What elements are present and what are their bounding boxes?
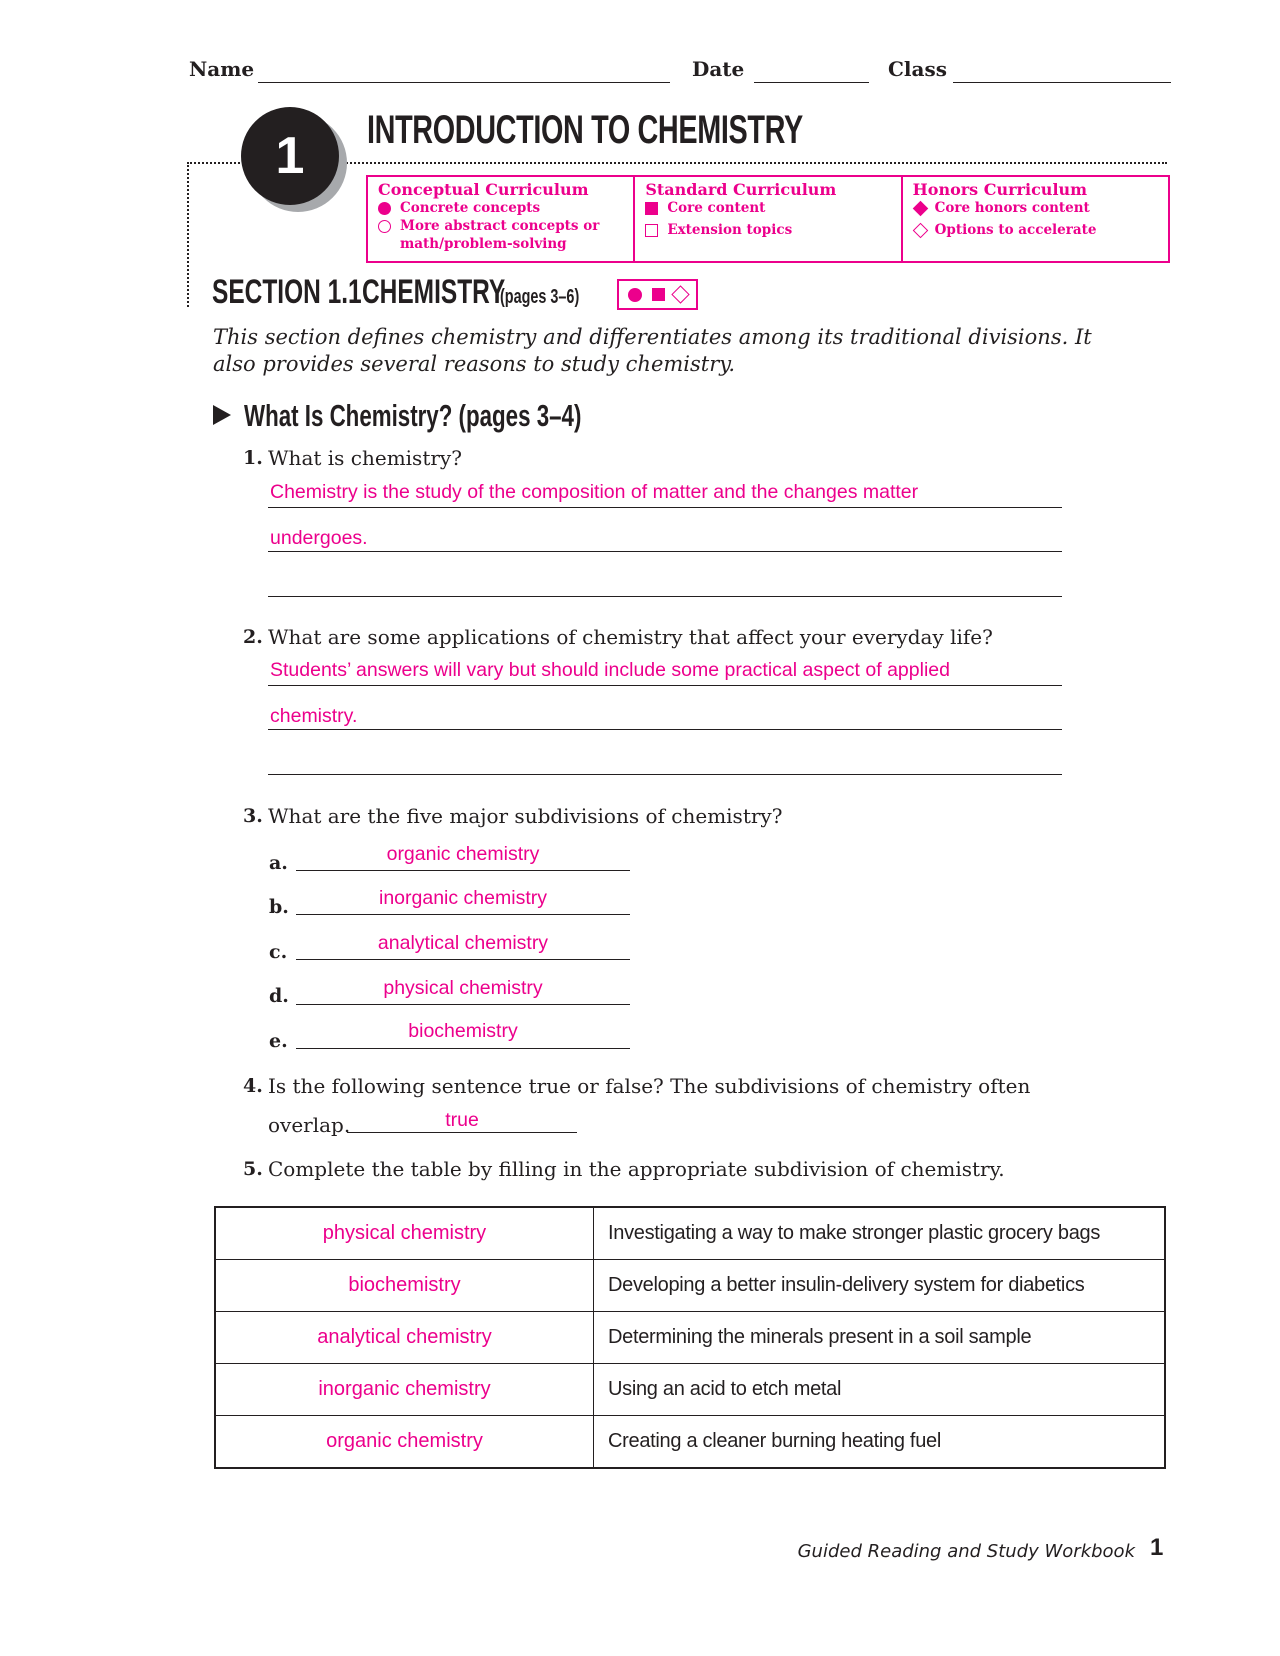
curriculum-legend <box>366 175 1170 263</box>
q3c-answer[interactable]: analytical chemistry <box>377 932 549 954</box>
q4-text-line2: overlap. <box>268 1113 351 1137</box>
answer-rule[interactable] <box>268 596 1062 597</box>
q3c-letter: c. <box>269 941 288 963</box>
curriculum-item <box>378 199 633 217</box>
curriculum-item-label: More abstract concepts or math/problem-solving <box>400 218 600 252</box>
q1-answer-line2[interactable]: undergoes. <box>270 527 368 549</box>
q1-answer-line1[interactable]: Chemistry is the study of the composition of matter and the changes matter <box>270 481 919 503</box>
subdivision-table <box>214 1206 1166 1469</box>
q2-answer-line1[interactable]: Students’ answers will vary but should include some practical aspect of applied <box>270 659 950 681</box>
curriculum-item <box>645 221 900 239</box>
section-pages: (pages 3–6) <box>500 286 580 308</box>
curriculum-item <box>378 217 633 253</box>
q3d-answer[interactable]: physical chemistry <box>383 977 543 999</box>
curriculum-item <box>913 199 1168 217</box>
section-label: SECTION 1.1 <box>212 273 362 311</box>
answer-rule <box>296 1048 630 1049</box>
q3-number: 3. <box>243 805 263 827</box>
curriculum-honors <box>903 177 1168 261</box>
open-diamond-icon <box>671 285 689 303</box>
q3-text: What are the five major subdivisions of chemistry? <box>268 804 783 828</box>
q4-number: 4. <box>243 1075 263 1097</box>
curriculum-title: Conceptual Curriculum <box>378 180 589 199</box>
date-label: Date <box>692 57 745 81</box>
footer-workbook-title: Guided Reading and Study Workbook <box>797 1541 1135 1562</box>
date-field[interactable] <box>754 82 869 83</box>
curriculum-item-label: Options to accelerate <box>934 222 1097 238</box>
curriculum-item-label: Concrete concepts <box>400 200 541 216</box>
table-row <box>215 1416 1165 1469</box>
table-answer-cell[interactable]: physical chemistry <box>215 1207 594 1260</box>
curriculum-conceptual <box>368 177 635 261</box>
curriculum-item-label: Core content <box>667 200 766 216</box>
curriculum-item <box>913 221 1168 239</box>
answer-rule <box>268 551 1062 552</box>
q4-answer[interactable]: true <box>445 1109 479 1131</box>
name-field[interactable] <box>258 82 670 83</box>
q2-text: What are some applications of chemistry that affect your everyday life? <box>268 625 993 649</box>
class-label: Class <box>888 57 947 81</box>
q3a-answer[interactable]: organic chemistry <box>386 843 540 865</box>
open-square-icon <box>645 224 658 237</box>
table-row <box>215 1207 1165 1260</box>
curriculum-item <box>645 199 900 217</box>
chapter-title: INTRODUCTION TO CHEMISTRY <box>367 108 803 152</box>
curriculum-title: Honors Curriculum <box>912 180 1088 199</box>
table-answer-cell[interactable]: inorganic chemistry <box>215 1364 594 1416</box>
curriculum-title: Standard Curriculum <box>645 180 837 199</box>
page-number: 1 <box>1150 1534 1164 1561</box>
section-title: CHEMISTRY <box>362 273 506 311</box>
answer-rule <box>296 1004 630 1005</box>
table-row <box>215 1260 1165 1312</box>
q3e-letter: e. <box>269 1030 288 1052</box>
q1-text: What is chemistry? <box>268 446 462 470</box>
q3e-answer[interactable]: biochemistry <box>408 1020 518 1042</box>
q3b-letter: b. <box>269 896 289 918</box>
q1-number: 1. <box>243 447 263 469</box>
divider-vertical <box>187 162 189 307</box>
curriculum-item-label: Core honors content <box>934 200 1090 216</box>
answer-rule[interactable] <box>268 774 1062 775</box>
chapter-number-badge: 1 <box>241 107 339 205</box>
class-field[interactable] <box>953 82 1171 83</box>
table-row <box>215 1312 1165 1364</box>
q2-answer-line2[interactable]: chemistry. <box>270 705 358 727</box>
open-diamond-icon <box>912 222 928 238</box>
table-answer-cell[interactable]: biochemistry <box>215 1260 594 1312</box>
filled-square-icon <box>652 288 665 301</box>
answer-rule <box>296 870 630 871</box>
answer-rule <box>268 507 1062 508</box>
answer-rule <box>347 1132 577 1133</box>
answer-rule <box>268 685 1062 686</box>
q3a-letter: a. <box>269 852 288 874</box>
table-answer-cell[interactable]: organic chemistry <box>215 1416 594 1469</box>
q5-number: 5. <box>243 1158 263 1180</box>
curriculum-item-label: Extension topics <box>667 222 793 238</box>
open-circle-icon <box>378 220 391 233</box>
table-answer-cell[interactable]: analytical chemistry <box>215 1312 594 1364</box>
q3d-letter: d. <box>269 985 289 1007</box>
answer-rule <box>296 959 630 960</box>
table-description-cell: Creating a cleaner burning heating fuel <box>594 1416 1166 1469</box>
section-intro: This section defines chemistry and differentiates among its traditional divisions. It also provides several reasons to study chemistry. <box>213 325 1092 376</box>
curriculum-standard <box>635 177 902 261</box>
q4-text-line1: Is the following sentence true or false? The subdivisions of chemistry often <box>268 1074 1031 1098</box>
table-description-cell: Developing a better insulin-delivery system for diabetics <box>594 1260 1166 1312</box>
triangle-arrow-icon <box>213 405 231 425</box>
q2-number: 2. <box>243 626 263 648</box>
q3b-answer[interactable]: inorganic chemistry <box>379 887 547 909</box>
q5-text: Complete the table by filling in the appropriate subdivision of chemistry. <box>268 1157 1005 1181</box>
table-description-cell: Using an acid to etch metal <box>594 1364 1166 1416</box>
table-description-cell: Determining the minerals present in a soil sample <box>594 1312 1166 1364</box>
filled-circle-icon <box>378 202 391 215</box>
table-description-cell: Investigating a way to make stronger plastic grocery bags <box>594 1207 1166 1260</box>
table-row <box>215 1364 1165 1416</box>
answer-rule <box>268 729 1062 730</box>
subsection-title: What Is Chemistry? (pages 3–4) <box>244 398 582 433</box>
filled-circle-icon <box>628 288 642 302</box>
name-label: Name <box>189 57 255 81</box>
filled-square-icon <box>645 202 658 215</box>
section-level-symbols <box>617 279 698 310</box>
answer-rule <box>296 914 630 915</box>
filled-diamond-icon <box>912 200 928 216</box>
